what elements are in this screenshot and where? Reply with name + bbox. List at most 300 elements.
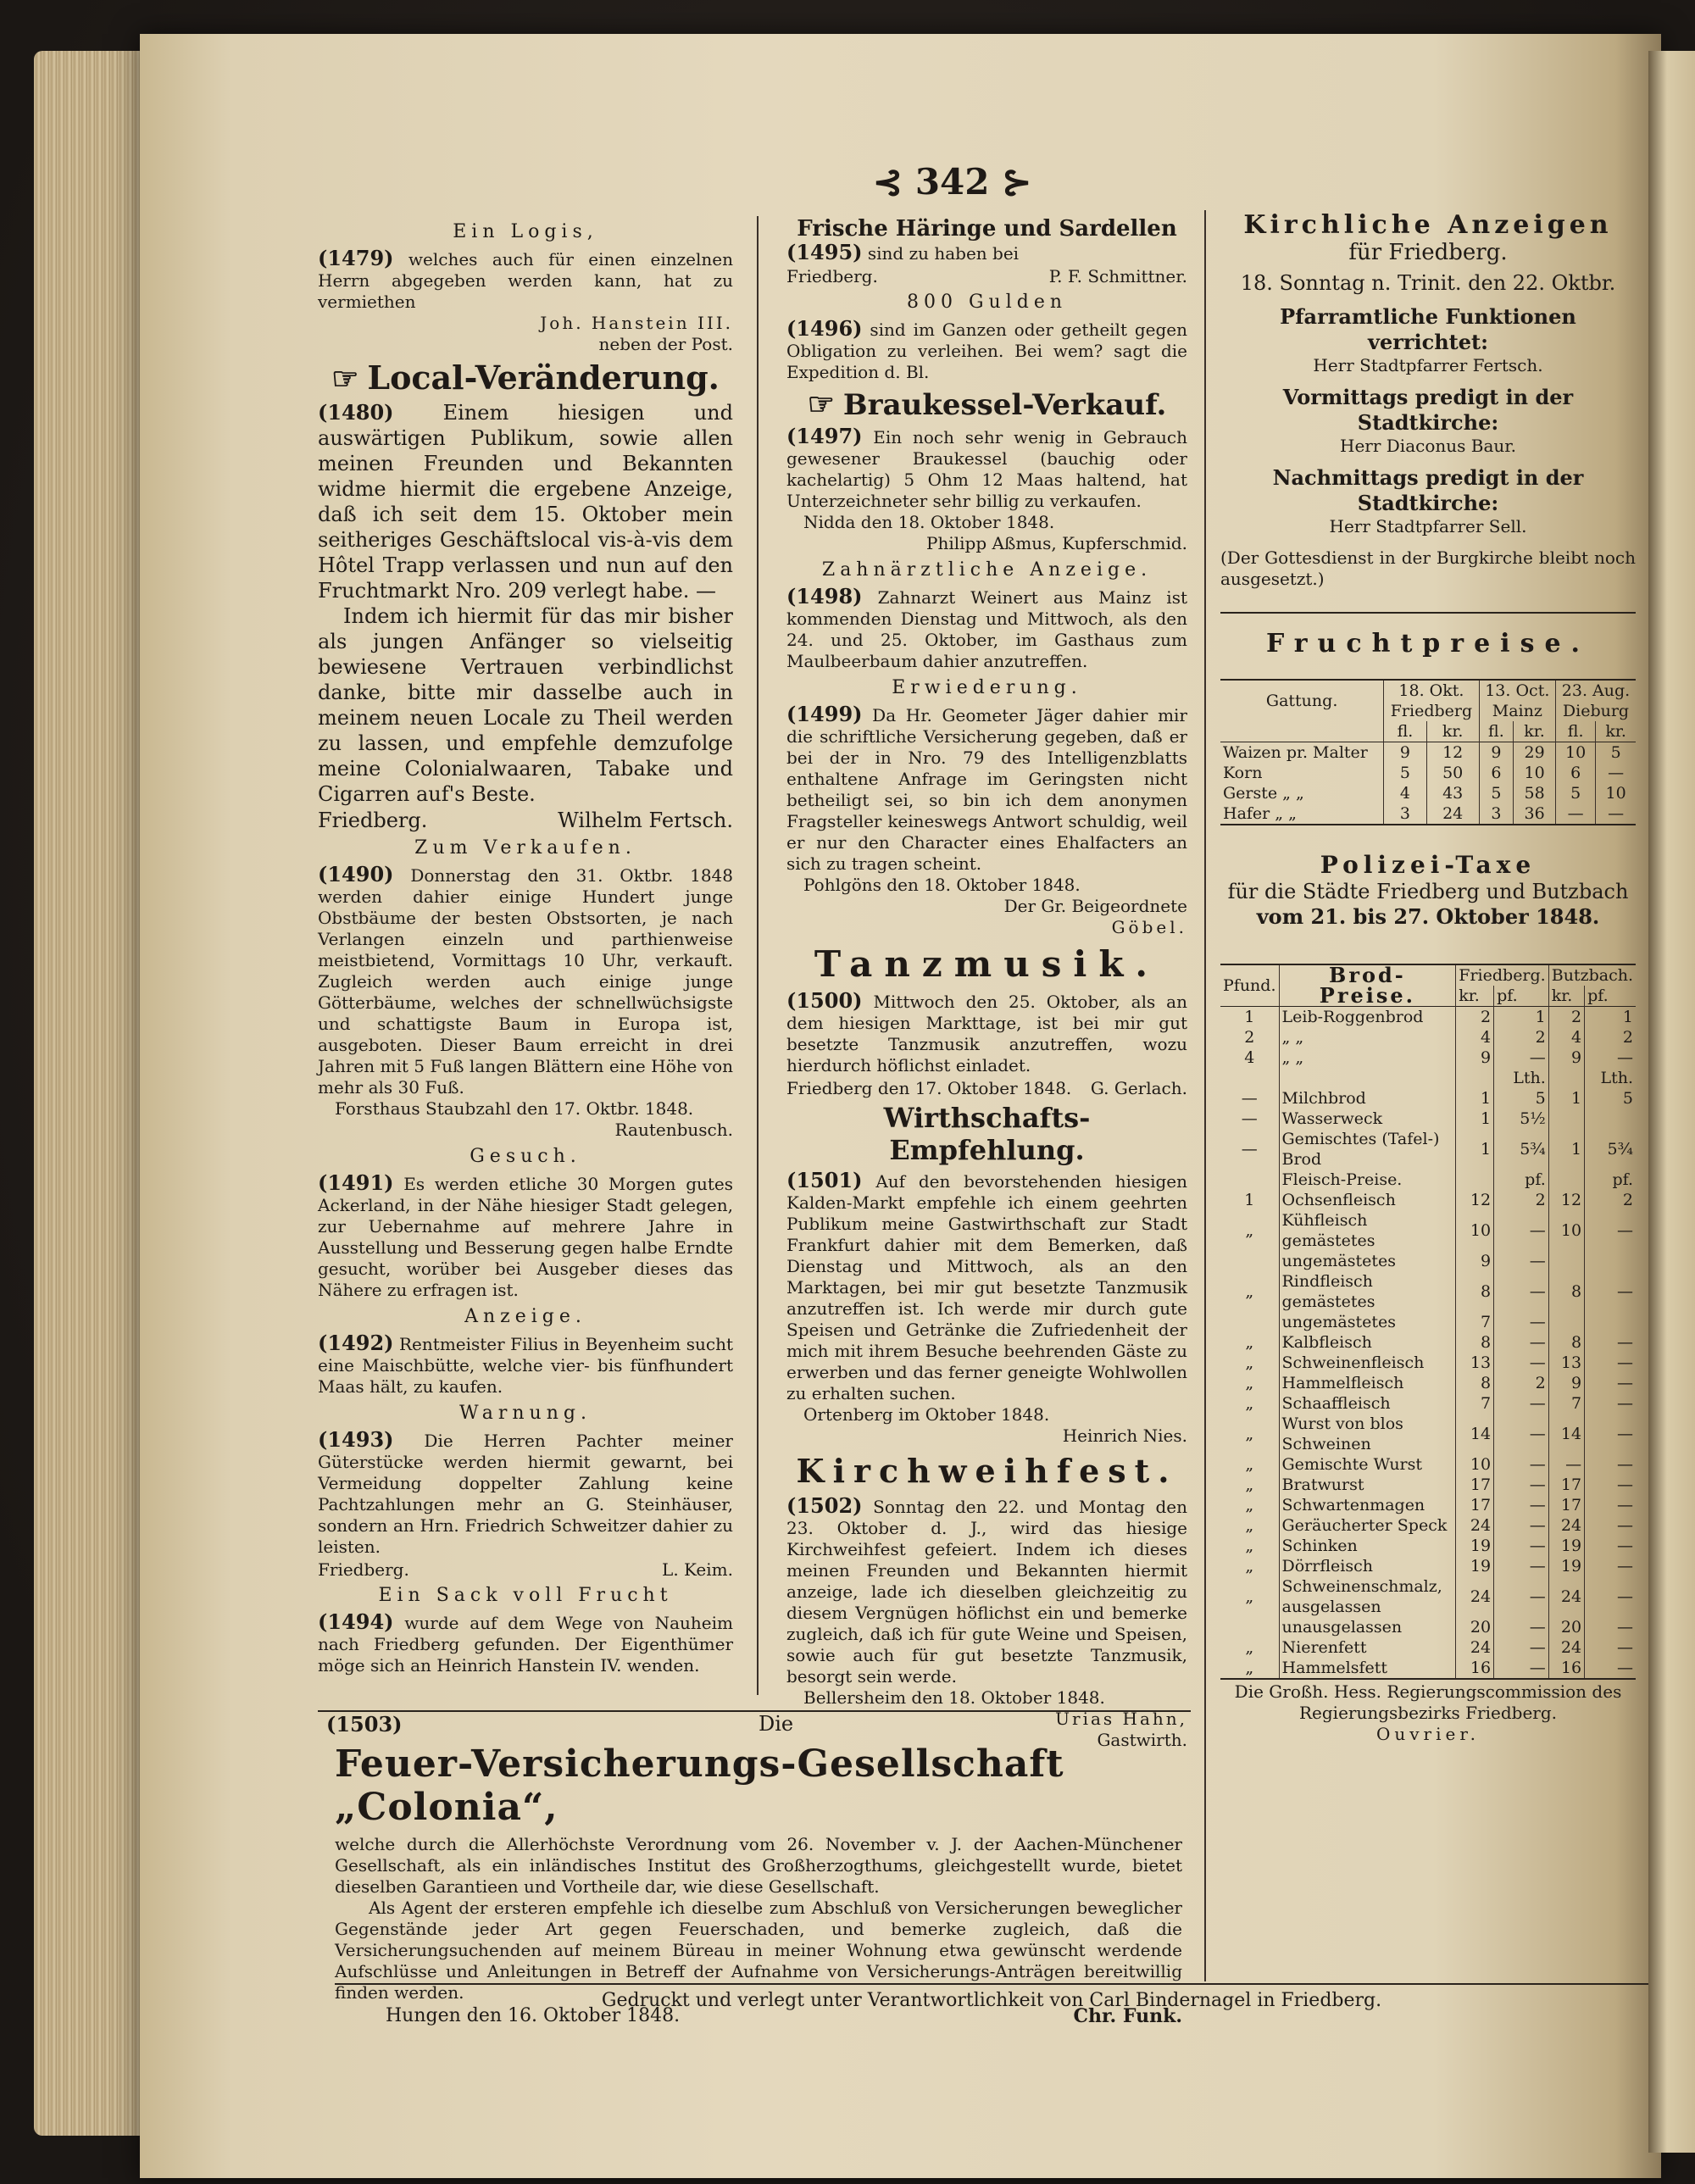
price-pound: „ xyxy=(1245,1394,1254,1413)
price-value: 24 xyxy=(1456,1515,1494,1536)
column-3 xyxy=(1220,210,1636,1745)
grain-row xyxy=(1220,783,1636,803)
price-value: — xyxy=(1585,1536,1636,1556)
grain-value: 4 xyxy=(1384,783,1426,803)
ad-1480: (1480) Einem hiesigen und auswärtigen Publikum, sowie allen meinen Freunden und Bekannten widme hiermit die ergebene Anzeige, daß ich seit dem 15. Oktober mein seitheriges Geschäftslocal vis-à-vis dem Hôtel Trapp verlassen und nun auf den Fruchtmarkt Nro. 209 verlegt habe. — xyxy=(318,400,733,603)
price-row xyxy=(1220,1007,1636,1028)
ad-1497-place: Nidda den 18. Oktober 1848. xyxy=(803,512,1055,532)
price-item: Dörrfleisch xyxy=(1279,1556,1456,1576)
grain-value: 10 xyxy=(1596,783,1636,803)
price-pound: „ xyxy=(1245,1537,1254,1555)
price-value: — xyxy=(1494,1048,1549,1068)
church-morning: Vormittags predigt in der Stadtkirche: xyxy=(1282,385,1574,435)
price-row xyxy=(1220,1170,1636,1190)
grain-value: 6 xyxy=(1555,763,1595,783)
price-pound: „ xyxy=(1245,1425,1254,1443)
grain-value: 50 xyxy=(1426,763,1479,783)
bread-unit: kr. xyxy=(1548,986,1584,1007)
price-value: 5½ xyxy=(1494,1109,1549,1129)
price-row xyxy=(1220,1617,1636,1637)
price-value: — xyxy=(1585,1454,1636,1475)
price-row xyxy=(1220,1332,1636,1353)
price-row xyxy=(1220,1210,1636,1251)
imprint-footer: Gedruckt und verlegt unter Verantwortlichkeit von Carl Bindernagel in Friedberg. xyxy=(335,1983,1648,2011)
ad-1501-signature: Heinrich Nies. xyxy=(1062,1425,1187,1446)
grain-value: 36 xyxy=(1514,803,1556,825)
price-row xyxy=(1220,1048,1636,1068)
ad-1480-title: ☞ Local-Veränderung. xyxy=(331,358,720,397)
price-pound: — xyxy=(1241,1140,1258,1159)
ad-1499: (1499) Da Hr. Geometer Jäger dahier mir die schriftliche Versicherung gegeben, daß er bei der in Nro. 79 des Intelligenzblatts enthaltene Anfrage im Geringsten nicht betheiligt sei, so bin ich dem anonymen Fragsteller keineswegs Antwort schuldig, weil er nur den Character eines Ehalfacters an sich zu tragen scheint. xyxy=(786,702,1187,874)
price-pound: „ xyxy=(1245,1516,1254,1535)
church-pfarramt: Pfarramtliche Funktionen verrichtet: xyxy=(1280,304,1576,354)
price-value: 24 xyxy=(1548,1637,1584,1658)
price-pound: 1 xyxy=(1244,1191,1255,1209)
price-pound: „ xyxy=(1245,1353,1254,1372)
price-value: 5¾ xyxy=(1494,1129,1549,1170)
ad-1496: (1496) sind im Ganzen oder getheilt gegen Obligation zu verleihen. Bei wem? sagt die Expedition d. Bl. xyxy=(786,316,1187,382)
grain-value: 5 xyxy=(1479,783,1514,803)
price-row xyxy=(1220,1088,1636,1109)
price-value: 9 xyxy=(1456,1048,1494,1068)
ad-1503-title: Feuer-Versicherungs-Gesellschaft „Colonia“, xyxy=(335,1742,1064,1829)
grain-row xyxy=(1220,803,1636,825)
price-value: 24 xyxy=(1548,1576,1584,1617)
price-value: 14 xyxy=(1548,1414,1584,1454)
price-item: „ „ xyxy=(1279,1027,1456,1048)
price-value: 20 xyxy=(1548,1617,1584,1637)
price-value: — xyxy=(1494,1658,1549,1679)
ad-1495-title: Frische Häringe und Sardellen xyxy=(797,216,1177,242)
ad-1497-title: ☞ Braukessel-Verkauf. xyxy=(807,386,1167,422)
price-item: Nierenfett xyxy=(1279,1637,1456,1658)
ad-1501: (1501) Auf den bevorstehenden hiesigen Kalden-Markt empfehle ich einem geehrten Publikum meine Gastwirthschaft zur Stadt Frankfurt dahier mit dem Bemerken, daß Dienstag und Mittwoch, als an den Marktagen, bei mir gut besetzte Tanzmusik anzutreffen ist. Ich werde mir durch gute Speisen und Getränke die Zufriedenheit der mich mit ihrem Besuche beehrenden Gäste zu erwerben und das ferner geneigte Wohlwollen zu erhalten suchen. xyxy=(786,1168,1188,1403)
grain-value: 10 xyxy=(1514,763,1556,783)
price-value: 12 xyxy=(1456,1190,1494,1210)
price-value: 19 xyxy=(1456,1536,1494,1556)
ad-1490-signature: Forsthaus Staubzahl den 17. Oktbr. 1848. xyxy=(335,1098,694,1119)
price-value xyxy=(1548,1109,1584,1129)
column-2 xyxy=(786,216,1187,1751)
price-value: — xyxy=(1585,1373,1636,1393)
price-pound: 2 xyxy=(1244,1028,1255,1047)
price-value: 2 xyxy=(1494,1373,1549,1393)
price-value: — xyxy=(1494,1251,1549,1271)
authority-signature: Ouvrier. xyxy=(1375,1724,1481,1744)
grain-date-2: 13. Oct. xyxy=(1479,680,1555,701)
price-item: Kühfleisch gemästetes xyxy=(1279,1210,1456,1251)
price-pound: 4 xyxy=(1244,1048,1255,1067)
price-item: Ochsenfleisch xyxy=(1279,1190,1456,1210)
grain-value: 3 xyxy=(1384,803,1426,825)
price-item: ungemästetes xyxy=(1279,1251,1456,1271)
price-value: — xyxy=(1494,1576,1549,1617)
grain-unit: kr. xyxy=(1596,721,1636,742)
price-value: 9 xyxy=(1548,1373,1584,1393)
price-pound: „ xyxy=(1245,1496,1254,1514)
price-value xyxy=(1585,1109,1636,1129)
grain-unit: fl. xyxy=(1384,721,1426,742)
grain-unit: fl. xyxy=(1479,721,1514,742)
price-value: 17 xyxy=(1456,1495,1494,1515)
bread-unit: pf. xyxy=(1494,986,1549,1007)
price-item: Wurst von blos Schweinen xyxy=(1279,1414,1456,1454)
price-value: — xyxy=(1494,1312,1549,1332)
price-value: — xyxy=(1494,1393,1549,1414)
grain-place-3: Dieburg xyxy=(1555,701,1636,721)
price-pound: „ xyxy=(1245,1333,1254,1352)
price-item: Gemischte Wurst xyxy=(1279,1454,1456,1475)
ad-1499-signature-name: Göbel. xyxy=(1111,917,1187,937)
price-value: 4 xyxy=(1548,1027,1584,1048)
ad-1498: (1498) Zahnarzt Weinert aus Mainz ist kommenden Dienstag und Mittwoch, als den 24. und 25. Oktober, im Gasthaus zum Maulbeerbaum dahier anzutreffen. xyxy=(786,584,1187,671)
ad-1491: (1491) Es werden etliche 30 Morgen gutes Ackerland, in der Nähe hiesiger Stadt gelegen, zur Uebernahme auf mehrere Jahre in Ausstellung und Besserung gegen halbe Erndte gesucht, worüber bei Ausgeber dieses das Nähere zu erfragen ist. xyxy=(318,1170,734,1300)
police-tax-date: vom 21. bis 27. Oktober 1848. xyxy=(1256,904,1600,929)
ad-1503 xyxy=(326,1712,1182,2029)
page-number: ⊰ 342 ⊱ xyxy=(873,161,1032,203)
price-pound: „ xyxy=(1245,1455,1254,1474)
grain-value: 5 xyxy=(1596,742,1636,764)
price-item: Kalbfleisch xyxy=(1279,1332,1456,1353)
price-value: 17 xyxy=(1456,1475,1494,1495)
price-value: — xyxy=(1494,1353,1549,1373)
ad-1490: (1490) Donnerstag den 31. Oktbr. 1848 werden dahier einige Hundert junge Obstbäume der besten Obstsorten, je nach Verlangen einzeln und parthienweise meistbietend, Vormittags 10 Uhr, verkauft. Zugleich werden auch einige junge Götterbäume, welches der schnellwüchsigste und schattigste Baum in Europa ist, ausgeboten. Dieser Baum erreicht in drei Jahren mit 5 Fuß langen Blättern eine Höhe von mehr als 30 Fuß. xyxy=(318,862,734,1098)
price-value: Lth. xyxy=(1585,1068,1636,1088)
price-value xyxy=(1456,1068,1494,1088)
price-value: 8 xyxy=(1548,1271,1584,1312)
price-value: — xyxy=(1494,1617,1549,1637)
column-1 xyxy=(318,216,733,1676)
ad-1502-signature: Urias Hahn, xyxy=(1055,1709,1187,1729)
grain-value: 58 xyxy=(1514,783,1556,803)
ad-1498-title: Zahnärztliche Anzeige. xyxy=(821,559,1153,581)
price-item: Gemischtes (Tafel-) Brod xyxy=(1279,1129,1456,1170)
price-value: 12 xyxy=(1548,1190,1584,1210)
church-sunday: 18. Sonntag n. Trinit. den 22. Oktbr. xyxy=(1240,271,1616,295)
ad-1497: (1497) Ein noch sehr wenig in Gebrauch gewesener Braukessel (bauchig oder kachelartig) 5 Ohm 12 Maas haltend, hat Unterzeichneter sehr billig zu verkaufen. xyxy=(786,424,1187,511)
price-value: 19 xyxy=(1548,1556,1584,1576)
price-pound: 1 xyxy=(1244,1008,1255,1026)
bread-head-friedberg: Friedberg. xyxy=(1456,965,1548,986)
ad-1479-signature: Joh. Hanstein III. xyxy=(540,313,733,333)
price-row xyxy=(1220,1576,1636,1617)
bread-head-pound: Pfund. xyxy=(1223,976,1276,995)
price-value: 5¾ xyxy=(1585,1129,1636,1170)
price-row xyxy=(1220,1190,1636,1210)
price-item: Milchbrod xyxy=(1279,1088,1456,1109)
price-value: 8 xyxy=(1456,1373,1494,1393)
price-value: 2 xyxy=(1585,1027,1636,1048)
ad-1480-signature: Friedberg. Wilhelm Fertsch. xyxy=(318,809,733,832)
price-value: 16 xyxy=(1548,1658,1584,1679)
grain-price-table xyxy=(1220,679,1636,825)
ad-1479-title: Ein Logis, xyxy=(453,221,598,242)
price-value: 10 xyxy=(1456,1454,1494,1475)
grain-value: 29 xyxy=(1514,742,1556,764)
grain-unit: kr. xyxy=(1514,721,1556,742)
price-pound xyxy=(1220,1170,1279,1190)
price-value: Lth. xyxy=(1494,1068,1549,1088)
ad-1501-place: Ortenberg im Oktober 1848. xyxy=(803,1404,1050,1425)
price-value: — xyxy=(1494,1271,1549,1312)
ad-1493-title: Warnung. xyxy=(459,1403,592,1424)
price-value: — xyxy=(1585,1617,1636,1637)
price-pound xyxy=(1220,1251,1279,1271)
church-morning-name: Herr Diaconus Baur. xyxy=(1340,436,1516,456)
price-value: — xyxy=(1585,1353,1636,1373)
price-value: 5 xyxy=(1494,1088,1549,1109)
price-value: 2 xyxy=(1548,1007,1584,1028)
price-item: „ „ xyxy=(1279,1048,1456,1068)
grain-place-2: Mainz xyxy=(1479,701,1555,721)
ad-1502-place: Bellersheim den 18. Oktober 1848. xyxy=(803,1687,1105,1708)
price-value: 5 xyxy=(1585,1088,1636,1109)
price-value: — xyxy=(1585,1515,1636,1536)
ad-1501-title: Wirthschafts-Empfehlung. xyxy=(883,1102,1091,1166)
price-value: — xyxy=(1585,1393,1636,1414)
price-value: 10 xyxy=(1548,1210,1584,1251)
price-value: — xyxy=(1585,1271,1636,1312)
price-row xyxy=(1220,1373,1636,1393)
price-item: Leib-Roggenbrod xyxy=(1279,1007,1456,1028)
grain-row xyxy=(1220,742,1636,764)
grain-value: 9 xyxy=(1479,742,1514,764)
price-row xyxy=(1220,1068,1636,1088)
price-value: 14 xyxy=(1456,1414,1494,1454)
price-item: Schinken xyxy=(1279,1536,1456,1556)
grain-value: 9 xyxy=(1384,742,1426,764)
ad-1503-text: welche durch die Allerhöchste Verordnung vom 26. November v. J. der Aachen-Münchener Gesellschaft, als ein inländisches Institut des Großherzogthums, gleichgestellt wurde, bietet dieselben Garantieen und Vortheile dar, wie diese Gesellschaft. xyxy=(335,1834,1182,1897)
ad-1479: (1479) welches auch für einen einzelnen Herrn abgegeben werden kann, hat zu vermiethen xyxy=(318,246,733,312)
price-pound xyxy=(1220,1068,1279,1088)
price-value: 19 xyxy=(1456,1556,1494,1576)
grain-value: 12 xyxy=(1426,742,1479,764)
grain-date-1: 18. Okt. xyxy=(1384,680,1479,701)
price-pound: — xyxy=(1241,1109,1258,1128)
price-value: 20 xyxy=(1456,1617,1494,1637)
price-pound: „ xyxy=(1245,1374,1254,1392)
price-item: Hammelsfett xyxy=(1279,1658,1456,1679)
price-row xyxy=(1220,1393,1636,1414)
price-value: 17 xyxy=(1548,1475,1584,1495)
price-item: Fleisch-Preise. xyxy=(1279,1170,1456,1190)
price-value: 13 xyxy=(1456,1353,1494,1373)
ad-1495-signature: Friedberg. P. F. Schmittner. xyxy=(786,266,1187,286)
grain-value: 5 xyxy=(1555,783,1595,803)
divider xyxy=(1220,612,1636,614)
grain-date-3: 23. Aug. xyxy=(1555,680,1636,701)
price-value: — xyxy=(1494,1515,1549,1536)
price-value: pf. xyxy=(1494,1170,1549,1190)
price-value: — xyxy=(1494,1556,1549,1576)
price-value: 8 xyxy=(1548,1332,1584,1353)
price-pound xyxy=(1220,1312,1279,1332)
price-value: — xyxy=(1494,1495,1549,1515)
price-row xyxy=(1220,1658,1636,1679)
ad-1496-title: 800 Gulden xyxy=(906,292,1068,313)
bread-unit: pf. xyxy=(1585,986,1636,1007)
bread-head-title: Brod-Preise. xyxy=(1279,965,1456,1007)
ad-1503-die: Die xyxy=(759,1712,794,1736)
grain-value: 24 xyxy=(1426,803,1479,825)
pointing-hand-icon: ☞ xyxy=(807,386,835,422)
price-item: Schweinenschmalz, ausgelassen xyxy=(1279,1576,1456,1617)
price-value: — xyxy=(1585,1556,1636,1576)
price-value xyxy=(1548,1312,1584,1332)
price-row xyxy=(1220,1312,1636,1332)
price-value xyxy=(1548,1251,1584,1271)
price-value: 7 xyxy=(1548,1393,1584,1414)
church-afternoon-name: Herr Stadtpfarrer Sell. xyxy=(1329,516,1527,536)
price-value: 24 xyxy=(1456,1637,1494,1658)
price-value: — xyxy=(1585,1475,1636,1495)
price-pound xyxy=(1220,1617,1279,1637)
ad-1503-text-2: Als Agent der ersteren empfehle ich dieselbe zum Abschluß von Versicherungen beweglicher Gegenstände jeder Art gegen Feuerschaden, und bemerke zugleich, daß die Versicherungsuchenden auf meinem Büreau in meiner Wohnung etwa gewünscht werdende Aufschlüsse und Anleitungen in Betreff der Aufnahme von Versicherungs-Anträgen bereitwillig finden werden. xyxy=(335,1898,1182,2003)
church-notices-subtitle: für Friedberg. xyxy=(1348,240,1508,265)
price-value: 1 xyxy=(1456,1088,1494,1109)
price-item: ungemästetes xyxy=(1279,1312,1456,1332)
ad-1494-title: Ein Sack voll Frucht xyxy=(378,1585,673,1606)
price-value: — xyxy=(1548,1454,1584,1475)
price-row xyxy=(1220,1027,1636,1048)
grain-value: — xyxy=(1596,803,1636,825)
price-value: 2 xyxy=(1585,1190,1636,1210)
price-value: 2 xyxy=(1456,1007,1494,1028)
grain-row xyxy=(1220,763,1636,783)
church-note: (Der Gottesdienst in der Burgkirche bleibt noch ausgesetzt.) xyxy=(1220,547,1636,589)
price-value: — xyxy=(1585,1332,1636,1353)
price-row xyxy=(1220,1353,1636,1373)
grain-value: — xyxy=(1596,763,1636,783)
grain-value: 5 xyxy=(1384,763,1426,783)
police-tax-title: Polizei-Taxe xyxy=(1320,851,1537,879)
price-row xyxy=(1220,1454,1636,1475)
ad-1503-number: (1503) xyxy=(326,1712,403,1737)
ad-1497-signature: Philipp Aßmus, Kupferschmid. xyxy=(926,533,1187,553)
price-row xyxy=(1220,1251,1636,1271)
ad-1492: (1492) Rentmeister Filius in Beyenheim sucht eine Maischbütte, welche vier- bis fünfhundert Maas hält, zu kaufen. xyxy=(318,1331,734,1397)
price-row xyxy=(1220,1515,1636,1536)
price-value: 4 xyxy=(1456,1027,1494,1048)
police-tax-subtitle: für die Städte Friedberg und Butzbach xyxy=(1227,880,1629,903)
ad-1493: (1493) Die Herren Pachter meiner Güterstücke werden hiermit gewarnt, bei Vermeidung doppelter Zahlung keine Pachtzahlungen mehr an G. Steinhäuser, sondern an Hrn. Friedrich Schweitzer dahier zu leisten. xyxy=(318,1427,733,1557)
price-item: Hammelfleisch xyxy=(1279,1373,1456,1393)
price-value: 24 xyxy=(1456,1576,1494,1617)
ad-1491-title: Gesuch. xyxy=(470,1146,581,1167)
price-value: 2 xyxy=(1494,1027,1549,1048)
price-item: Rindfleisch gemästetes xyxy=(1279,1271,1456,1312)
price-row xyxy=(1220,1495,1636,1515)
price-pound: „ xyxy=(1245,1638,1254,1657)
grain-unit: fl. xyxy=(1555,721,1595,742)
price-value: 16 xyxy=(1456,1658,1494,1679)
ad-1500: (1500) Mittwoch den 25. Oktober, als an dem hiesigen Markttage, ist bei mir gut besetzte Tanzmusik anzutreffen, wozu hierdurch höflichst einladet. xyxy=(786,988,1187,1075)
price-value: 1 xyxy=(1456,1129,1494,1170)
price-row xyxy=(1220,1536,1636,1556)
ad-1490-signature-name: Rautenbusch. xyxy=(614,1120,733,1140)
ad-1500-signature: Friedberg den 17. Oktober 1848. G. Gerlach. xyxy=(786,1078,1187,1098)
bread-unit: kr. xyxy=(1456,986,1494,1007)
grain-name: Hafer „ „ xyxy=(1223,804,1298,823)
price-row xyxy=(1220,1414,1636,1454)
price-row xyxy=(1220,1109,1636,1129)
bread-head-butzbach: Butzbach. xyxy=(1548,965,1636,986)
ad-1503-signature: Hungen den 16. Oktober 1848. Chr. Funk. xyxy=(386,2005,1182,2027)
price-value: 1 xyxy=(1494,1007,1549,1028)
church-notices-title: Kirchliche Anzeigen xyxy=(1243,210,1613,240)
ad-1502-signature-title: Gastwirth. xyxy=(1097,1730,1187,1750)
ad-1499-signature: Der Gr. Beigeordnete xyxy=(1003,896,1187,916)
ad-1502-title: Kirchweihfest. xyxy=(796,1452,1178,1490)
price-row xyxy=(1220,1271,1636,1312)
price-value: 2 xyxy=(1494,1190,1549,1210)
price-value: — xyxy=(1585,1637,1636,1658)
price-pound: „ xyxy=(1245,1221,1254,1240)
grain-value: — xyxy=(1555,803,1595,825)
price-item: Geräucherter Speck xyxy=(1279,1515,1456,1536)
grain-name: Korn xyxy=(1223,764,1263,782)
price-value: 1 xyxy=(1548,1088,1584,1109)
ad-1490-title: Zum Verkaufen. xyxy=(414,837,636,859)
price-pound: „ xyxy=(1245,1475,1254,1494)
price-value: — xyxy=(1494,1454,1549,1475)
grain-prices-title: Fruchtpreise. xyxy=(1265,629,1590,659)
church-pfarramt-name: Herr Stadtpfarrer Fertsch. xyxy=(1313,355,1543,375)
pointing-hand-icon: ☞ xyxy=(331,361,359,397)
price-value: 8 xyxy=(1456,1271,1494,1312)
price-value: — xyxy=(1585,1048,1636,1068)
authority-note: Die Großh. Hess. Regierungscommission des Regierungsbezirks Friedberg. xyxy=(1234,1681,1622,1723)
grain-value: 6 xyxy=(1479,763,1514,783)
ad-1499-title: Erwiederung. xyxy=(892,677,1082,698)
price-pound: „ xyxy=(1245,1587,1254,1606)
price-item: Bratwurst xyxy=(1279,1475,1456,1495)
grain-head-type: Gattung. xyxy=(1265,692,1338,710)
price-row xyxy=(1220,1475,1636,1495)
grain-unit: kr. xyxy=(1426,721,1479,742)
price-value: 1 xyxy=(1548,1129,1584,1170)
price-value: — xyxy=(1585,1576,1636,1617)
ad-1494: (1494) wurde auf dem Wege von Nauheim nach Friedberg gefunden. Der Eigenthümer möge sich an Heinrich Hanstein IV. wenden. xyxy=(318,1609,733,1676)
price-value: pf. xyxy=(1585,1170,1636,1190)
price-row xyxy=(1220,1637,1636,1658)
price-pound: — xyxy=(1241,1089,1258,1108)
ad-1479-signature-note: neben der Post. xyxy=(598,334,733,354)
ad-1495: (1495) sind zu haben bei xyxy=(786,240,1020,264)
price-item: Wasserweck xyxy=(1279,1109,1456,1129)
price-item: Schweinenfleisch xyxy=(1279,1353,1456,1373)
price-row xyxy=(1220,1129,1636,1170)
price-value: 7 xyxy=(1456,1312,1494,1332)
ad-1493-signature: Friedberg. L. Keim. xyxy=(318,1559,733,1580)
price-value: 19 xyxy=(1548,1536,1584,1556)
price-value: — xyxy=(1585,1658,1636,1679)
price-item: unausgelassen xyxy=(1279,1617,1456,1637)
price-pound: „ xyxy=(1245,1659,1254,1677)
price-value: — xyxy=(1494,1332,1549,1353)
ad-1480-continued: Indem ich hiermit für das mir bisher als jungen Anfänger so vielseitig bewiesene Vertrauen verbindlichst danke, bitte mir dasselbe auch in meinem neuen Locale zu Theil werden zu lassen, und empfehle demzufolge meine Colonialwaaren, Tabake und Cigarren auf's Beste. xyxy=(318,604,733,806)
price-value: — xyxy=(1494,1637,1549,1658)
price-value: 24 xyxy=(1548,1515,1584,1536)
price-value xyxy=(1585,1251,1636,1271)
price-item xyxy=(1279,1068,1456,1088)
price-item: Schaaffleisch xyxy=(1279,1393,1456,1414)
price-value: — xyxy=(1585,1414,1636,1454)
price-value: — xyxy=(1585,1210,1636,1251)
ad-1502: (1502) Sonntag den 22. und Montag den 23. Oktober d. J., wird das hiesige Kirchweihfest gefeiert. Indem ich dieses meinen Freunden und Bekannten hiermit anzeige, lade ich dieselben gleichzeitig zu diesem Vergnügen höflichst ein und bemerke zugleich, daß ich für gute Weine und Speisen, sowie auch für gut besetzte Tanzmusik, besorgt sein werde. xyxy=(786,1493,1187,1687)
price-value xyxy=(1548,1170,1584,1190)
bread-meat-price-table xyxy=(1220,965,1636,1680)
